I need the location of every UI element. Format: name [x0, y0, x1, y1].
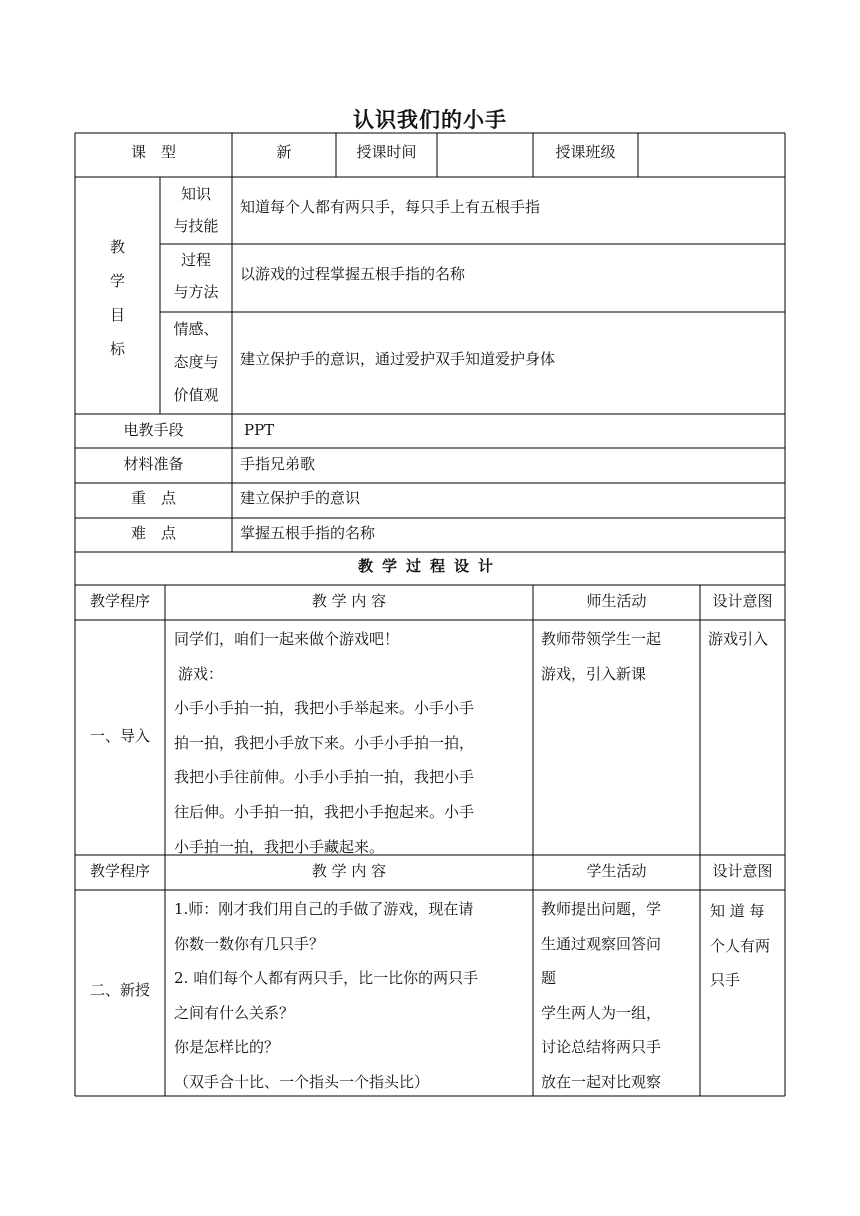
col-content-header: 教 学 内 容 — [311, 592, 387, 610]
section-intro-content: 同学们，咱们一起来做个游戏吧！ 游戏： 小手小手拍一拍，我把小手举起来。小手小手 拍一拍，我把小手放下来。小手小手拍一拍， 我把小手往前伸。小手小手拍一拍，我把小手 往后伸。小手拍一拍，我把小手抱起来。小手 小手拍一拍，我把小手藏起来。 — [174, 630, 475, 856]
objectives-label: 教 学 目 标 — [109, 238, 125, 358]
section-new-content: 1.师：刚才我们用自己的手做了游戏，现在请 你数一数你有几只手？ 2. 咱们每个人都有两只手，比一比你的两只手 之间有什么关系？ 你是怎样比的？ （双手合十比、一个指头一个指头比） — [174, 900, 479, 1091]
col-procedure-header: 教学程序 — [89, 592, 150, 610]
key-point-label: 重 点 — [130, 489, 176, 507]
media-value: PPT — [244, 421, 275, 439]
difficulty-label: 难 点 — [130, 524, 176, 542]
objective-process-label: 过程 与方法 — [173, 251, 219, 301]
col-procedure-header-2: 教学程序 — [89, 862, 150, 880]
media-label: 电教手段 — [123, 421, 184, 439]
section-intro-activity: 教师带领学生一起 游戏，引入新课 — [541, 630, 662, 683]
section-intro-procedure: 一、导入 — [89, 727, 150, 745]
lesson-type-value: 新 — [276, 143, 292, 161]
process-design-title: 教学过程设计 — [357, 557, 502, 575]
col-activity-header-2: 学生活动 — [586, 862, 647, 880]
objective-knowledge-label: 知识 与技能 — [173, 185, 219, 235]
col-intent-header-2: 设计意图 — [712, 862, 773, 880]
class-group-label: 授课班级 — [555, 143, 616, 161]
objective-emotion-label: 情感、 态度与 价值观 — [173, 320, 219, 404]
difficulty-value: 掌握五根手指的名称 — [240, 524, 376, 542]
section-intro-intent: 游戏引入 — [708, 630, 769, 648]
col-activity-header: 师生活动 — [586, 592, 647, 610]
col-content-header-2: 教 学 内 容 — [311, 862, 387, 880]
materials-value: 手指兄弟歌 — [240, 455, 316, 473]
document-title: 认识我们的小手 — [353, 107, 507, 132]
lesson-type-label: 课 型 — [130, 143, 176, 161]
class-time-label: 授课时间 — [356, 143, 417, 161]
section-new-intent: 知 道 每 个人有两 只手 — [710, 902, 771, 990]
section-new-activity: 教师提出问题，学 生通过观察回答问 题 学生两人为一组， 讨论总结将两只手 放在一起对比观察 — [541, 900, 662, 1091]
section-new-procedure: 二、新授 — [89, 981, 150, 999]
objective-emotion-text: 建立保护手的意识，通过爱护双手知道爱护身体 — [240, 350, 556, 368]
materials-label: 材料准备 — [123, 455, 184, 473]
objective-process-text: 以游戏的过程掌握五根手指的名称 — [240, 265, 466, 283]
col-intent-header: 设计意图 — [712, 592, 773, 610]
objective-knowledge-text: 知道每个人都有两只手，每只手上有五根手指 — [240, 198, 541, 216]
key-point-value: 建立保护手的意识 — [240, 489, 361, 507]
